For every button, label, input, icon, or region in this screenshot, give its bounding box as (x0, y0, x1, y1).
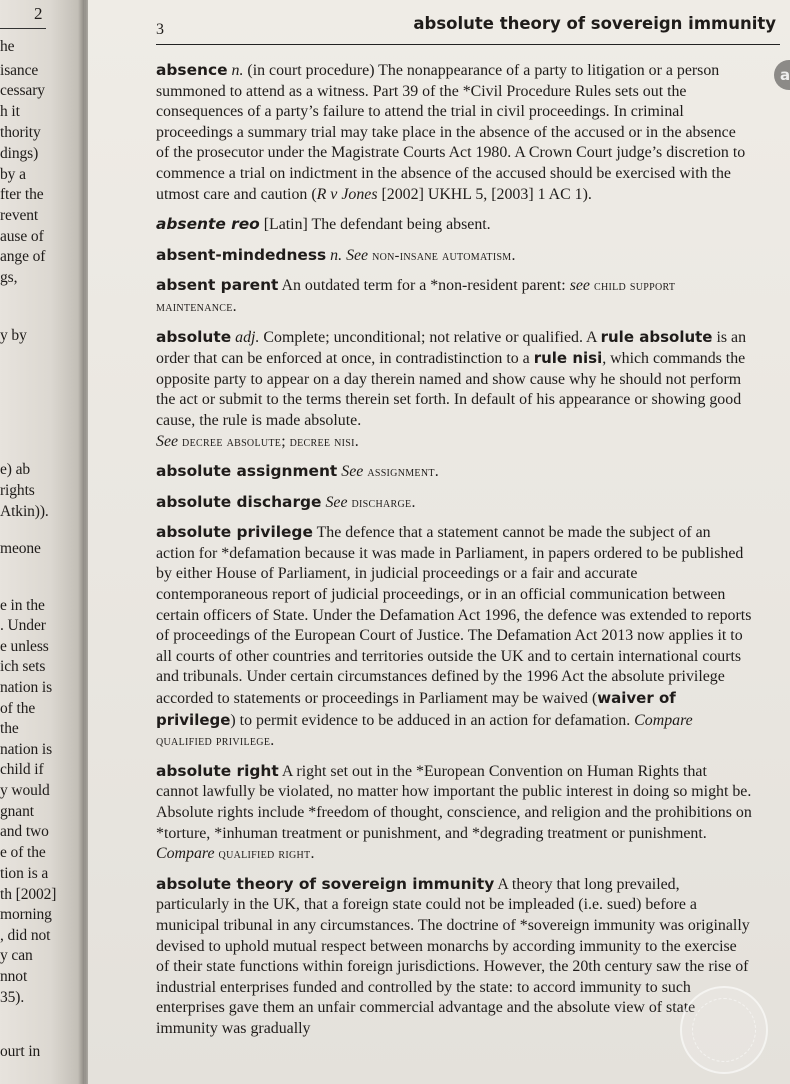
left-page-fragment: by a (0, 166, 26, 183)
cross-reference: qualified right (218, 846, 311, 863)
left-page-fragment: gs, (0, 269, 18, 286)
definition: (in court procedure) The nonappearance of a party to litigation or a person summoned to attend as a witness. Part 39 of the *Civil Procedure Rules sets out the consequences of a party’s failure to attend the trial in civil proceedings. In criminal proceedings a summary trial may take place in the absence of the accused or in the absence of the prosecutor under the Magistrate Courts Act 1980. A Crown Court judge’s discretion to commence a trial on indictment in the absence of the accused should be exercised with the utmost care and caution ( (156, 62, 746, 203)
case-name: R v Jones (316, 185, 378, 203)
left-page-number: 2 (34, 4, 43, 23)
headword: absence (156, 61, 228, 79)
definition: ) to permit evidence to be adduced in an action for defamation. (230, 711, 631, 729)
right-page (88, 0, 790, 1084)
entry-absolute-privilege (156, 522, 752, 752)
definition: , which commands the opposite party to appear on a day therein named and show cause why he should not perform the act or submit to the terms therein set forth. In default of his appearance or showing good cause, the rule is made absolute. (156, 350, 746, 429)
left-page-fragment: th [2002] (0, 886, 57, 903)
entry-absolute-discharge (156, 492, 752, 514)
entry-absence (156, 60, 752, 205)
punctuation: ; (281, 432, 286, 450)
left-page-fragment: meone (0, 540, 41, 557)
page-number: 3 (156, 21, 164, 38)
cross-reference: discharge (351, 494, 412, 511)
page-header (156, 12, 776, 40)
punctuation: . (411, 493, 416, 511)
cross-reference: non-insane automatism (372, 247, 512, 264)
see-label: see (569, 277, 590, 295)
headword: absolute assignment (156, 462, 338, 481)
subterm: rule absolute (600, 327, 713, 346)
headword: absolute discharge (156, 492, 322, 511)
left-page-fragment: tion is a (0, 865, 49, 882)
left-page-fragment: ourt in (0, 1043, 41, 1060)
subterm: waiver of privilege (156, 689, 676, 729)
definition: A theory that long prevailed, particularly in the UK, that a foreign state could not be impleaded (i.e. sued) before a municipal tribunal in any circumstances. The doctrine of *sovereign immunity was originally devised to uphold mutual respect between monarchs by according immunity to the exercise of their state functions within foreign jurisdictions. However, the 20th century saw the rise of industrial enterprises funded and controlled by the state: to accord immunity to such enterprises gave them an unfair commercial advantage and the absolute view of state immunity was gradually (156, 875, 750, 1037)
left-page-fragment: the (0, 720, 19, 737)
running-head: absolute theory of sovereign immunity (413, 14, 776, 33)
see-label: See (325, 493, 348, 511)
entry-absent-mindedness (156, 245, 752, 267)
left-page-fragment: revent (0, 207, 39, 224)
left-page-fragment: dings) (0, 145, 39, 162)
definition: A right set out in the *European Convention on Human Rights that cannot lawfully be violated, no matter how important the public interest in doing so might be. Absolute rights include *freedom of thought, conscience, and religion and the prohibitions on *torture, *inhuman treatment or punishment, and *degrading treatment or punishment. (156, 762, 752, 842)
definition: Complete; unconditional; not relative or qualified. A (263, 328, 597, 346)
see-label: See (156, 432, 179, 450)
see-label: See (346, 246, 369, 264)
entry-absolute-theory-of-sovereign-immunity (156, 874, 752, 1040)
left-page-fragment: isance (0, 62, 39, 79)
thumb-index-tab: a (774, 60, 790, 90)
definition: [Latin] The defendant being absent. (263, 216, 491, 234)
headword: absolute right (156, 761, 279, 780)
subterm: rule nisi (533, 349, 603, 368)
watermark-stamp (680, 986, 768, 1074)
left-page-fragment: cessary (0, 82, 45, 99)
cross-reference: decree nisi (289, 433, 355, 450)
left-page-fragment: e) ab (0, 461, 31, 478)
header-rule (156, 44, 780, 45)
headword: absolute theory of sovereign immunity (156, 874, 495, 893)
left-page-fragment: Atkin)). (0, 503, 49, 520)
punctuation: . (232, 297, 237, 315)
left-page-fragment: y would (0, 782, 50, 799)
left-page-fragment: e unless (0, 638, 49, 655)
left-page-fragment: e in the (0, 597, 45, 614)
left-page-fragment: , did not (0, 927, 51, 944)
entry-absolute-assignment (156, 461, 752, 483)
headword: absolute privilege (156, 523, 313, 542)
definition: The defence that a statement cannot be made the subject of an action for *defamation because it was made in Parliament, in papers ordered to be published by either House of Parliament, in judicial proceedings or a fair and accurate contemporaneous report of judicial proceedings, or in an official communication between certain officers of State. Under the Defamation Act 1996, the defence was extended to reports of proceedings of the European Court of Justice. The Defamation Act 2013 now applies it to all courts of other countries and territories outside the UK and to certain international courts and tribunals. Under certain circumstances defined by the 1996 Act the absolute privilege accorded to statements or proceedings in Parliament may be waived ( (156, 524, 752, 708)
left-page-fragment: nnot (0, 968, 28, 985)
part-of-speech: adj. (235, 328, 260, 346)
left-page-fragment: fter the (0, 186, 44, 203)
left-page-fragment: 35). (0, 989, 25, 1006)
left-page-fragment: ange of (0, 248, 46, 265)
see-label: See (341, 463, 364, 481)
left-page-fragment: . Under (0, 617, 46, 634)
cross-reference: assignment (367, 464, 435, 481)
left-page-fragment: ause of (0, 228, 44, 245)
entry-absolute (156, 327, 752, 453)
entry-absente-reo (156, 214, 752, 236)
punctuation: . (354, 432, 359, 450)
headword: absent-mindedness (156, 245, 327, 264)
left-page-fragment: gnant (0, 803, 34, 820)
part-of-speech: n. (330, 246, 343, 264)
left-header-rule (0, 28, 46, 29)
headword: absolute (156, 327, 232, 346)
left-page-fragment: ich sets (0, 658, 46, 675)
left-page-fragment: morning (0, 906, 52, 923)
definition: An outdated term for a *non-resident parent: (281, 277, 566, 295)
left-page-fragment: and two (0, 823, 49, 840)
left-page-fragment: h it (0, 103, 20, 120)
cross-reference: decree absolute (182, 433, 282, 450)
compare-label: Compare (634, 711, 693, 729)
left-page-fragment: y can (0, 947, 33, 964)
left-page-fragment: nation is (0, 679, 53, 696)
headword: absente reo (156, 215, 260, 234)
left-page-fragment: he (0, 38, 15, 55)
part-of-speech: n. (231, 62, 244, 79)
punctuation: . (511, 246, 516, 264)
entry-absolute-right (156, 761, 752, 865)
punctuation: . (434, 463, 439, 481)
punctuation: . (270, 732, 275, 750)
compare-label: Compare (156, 845, 215, 863)
left-page-fragment: child if (0, 761, 44, 778)
left-page-fragment: nation is (0, 741, 53, 758)
left-page-fragment: y by (0, 327, 27, 344)
left-page (0, 0, 84, 1084)
left-page-fragment: rights (0, 482, 35, 499)
definition: is an order that can be enforced at once, in contradistinction to a (156, 328, 747, 368)
left-page-fragment: thority (0, 124, 41, 141)
dictionary-entries (156, 60, 752, 1049)
left-page-fragment: e of the (0, 844, 46, 861)
headword: absent parent (156, 276, 279, 295)
entry-absent-parent (156, 275, 752, 317)
cross-reference: qualified privilege (156, 733, 271, 750)
cross-reference: child support maintenance (156, 278, 676, 315)
left-page-fragment: of the (0, 700, 36, 717)
citation: [2002] UKHL 5, [2003] 1 AC 1). (381, 185, 592, 203)
punctuation: . (310, 845, 315, 863)
